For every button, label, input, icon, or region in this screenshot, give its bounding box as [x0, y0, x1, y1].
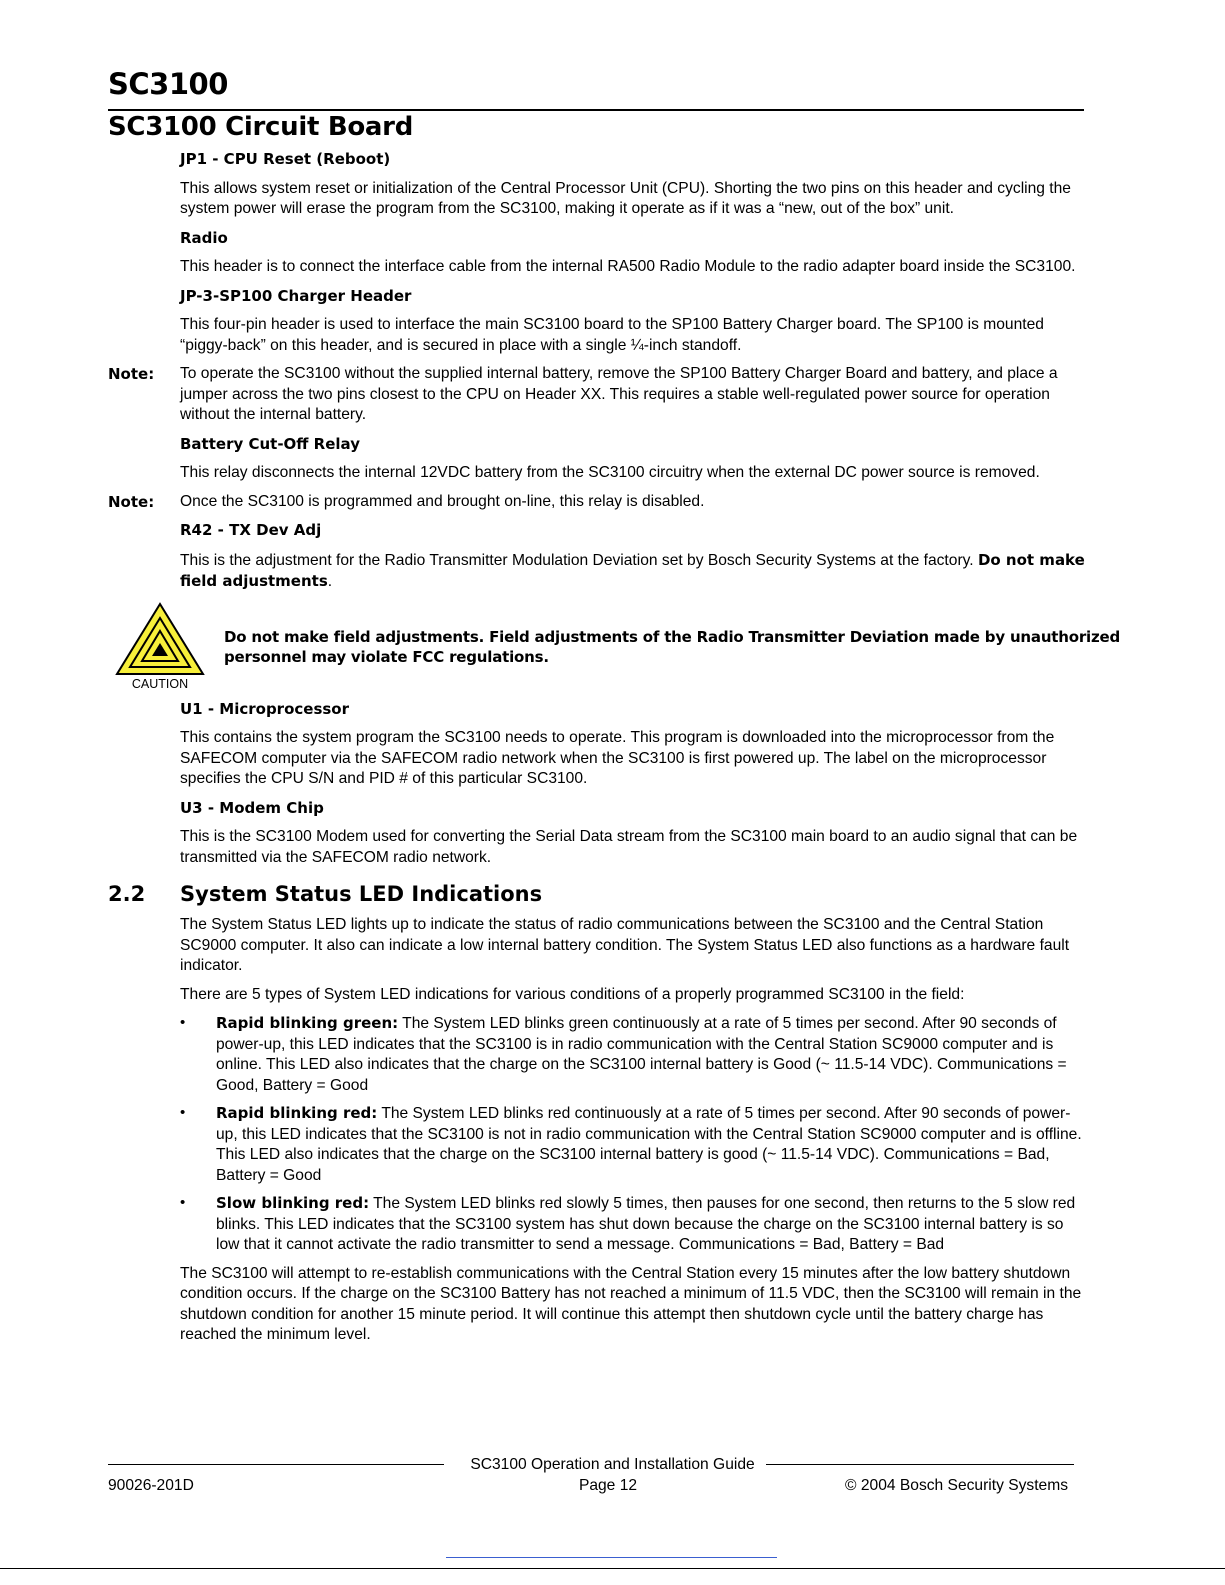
footer-doc-number: 90026-201D — [108, 1477, 194, 1494]
note-text: To operate the SC3100 without the supplied internal battery, remove the SP100 Battery Charger Board and battery, and place a jumper across the two pins closest to the CPU on Header XX. This requires a stable well-regulated power source for operation without the internal battery. — [180, 365, 1058, 423]
caution-block — [108, 601, 1148, 691]
document-body — [108, 149, 1121, 1354]
page-bottom-rule — [0, 1568, 1225, 1569]
caution-label: CAUTION — [131, 676, 189, 691]
radio-heading: Radio — [180, 228, 228, 247]
list-item — [180, 1103, 1088, 1186]
list-item — [180, 1193, 1088, 1256]
footer-copyright: © 2004 Bosch Security Systems — [845, 1477, 1068, 1494]
relay-heading: Battery Cut-Off Relay — [180, 434, 360, 453]
led-intro-para: The System Status LED lights up to indicate the status of radio communications between the SC3100 and the Central Station SC9000 computer. It also can indicate a low internal battery condition. The System Status LED also functions as a hardware fault indicator. — [180, 916, 1070, 975]
section-title: SC3100 Circuit Board — [108, 112, 414, 142]
bullet-text: The System LED blinks green continuously at a rate of 5 times per second. After 90 seconds of power-up, this LED indicates that the SC3100 is in radio communication with the Central Station SC9000 computer and is online. This LED also indicates that the charge on the SC3100 internal battery is Good (~ 11.5-14 VDC). Communications = Good, Battery = Good — [216, 1015, 1067, 1094]
note-label: Note: — [108, 365, 155, 383]
bottom-link-underline — [446, 1557, 777, 1558]
bullet-text: The System LED blinks red continuously at a rate of 5 times per second. After 90 seconds of power-up, this LED indicates that the SC3100 is not in radio communication with the Central Station SC9000 computer and is offline. This LED also indicates that the charge on the SC3100 internal battery is good (~ 11.5-14 VDC). Communications = Bad, Battery = Good — [216, 1105, 1082, 1184]
r42-heading: R42 - TX Dev Adj — [180, 521, 322, 539]
caution-text: Do not make field adjustments. Field adjustments of the Radio Transmitter Deviation made by unauthorized personnel may violate FCC regulations. — [224, 627, 1121, 666]
jp1-text: This allows system reset or initialization of the Central Processor Unit (CPU). Shorting the two pins on this header and cycling the system power will erase the program from the SC3100, making it operate as if it was a “new, out of the box” unit. — [180, 179, 1071, 217]
bullet-text: The System LED blinks red slowly 5 times, then pauses for one second, then returns to the 5 slow red blinks. This LED indicates that the SC3100 system has shut down because the charge on the SC3100 internal battery is so low that it cannot activate the radio transmitter to send a message. Communications = Bad, Battery = Bad — [216, 1195, 1076, 1254]
u1-text: This contains the system program the SC3100 needs to operate. This program is downloaded into the microprocessor from the SAFECOM computer via the SAFECOM radio network when the SC3100 is first powered up. The label on the microprocessor specifies the CPU S/N and PID # of this particular SC3100. — [180, 729, 1055, 787]
led-indication-list — [180, 1013, 1088, 1256]
running-header-product: SC3100 — [108, 67, 228, 101]
r42-warning-bold: Do not make field adjustments — [180, 550, 1085, 590]
note-text: Once the SC3100 is programmed and brought on-line, this relay is disabled. — [180, 492, 705, 510]
reestablish-para: The SC3100 will attempt to re-establish communications with the Central Station every 15 minutes after the low battery shutdown condition occurs. If the charge on the SC3100 Battery has not reached a minimum of 11.5 VDC, then the SC3100 will remain in the shutdown condition for another 15 minute period. It will continue this attempt then shutdown cycle until the battery charge has reached the minimum level. — [180, 1264, 1082, 1344]
footer-guide-title: SC3100 Operation and Installation Guide — [470, 1456, 755, 1473]
bullet-icon: • — [180, 1194, 186, 1212]
jp1-heading: JP1 - CPU Reset (Reboot) — [180, 150, 391, 168]
caution-icon — [108, 601, 224, 691]
u3-heading: U3 - Modem Chip — [180, 798, 324, 817]
list-item — [180, 1013, 1088, 1096]
led-types-para: There are 5 types of System LED indications for various conditions of a properly programmed SC3100 in the field: — [180, 985, 965, 1003]
section-2-2-heading — [108, 882, 1098, 907]
bullet-label: Rapid blinking green: — [216, 1014, 399, 1033]
note-battery — [108, 364, 1088, 426]
bullet-label: Rapid blinking red: — [216, 1104, 378, 1123]
jp3-heading: JP-3-SP100 Charger Header — [180, 286, 412, 305]
relay-text: This relay disconnects the internal 12VDC battery from the SC3100 circuitry when the external DC power source is removed. — [180, 464, 1040, 481]
header-rule — [108, 109, 1084, 111]
section-number: 2.2 — [108, 882, 146, 906]
radio-text: This header is to connect the interface cable from the internal RA500 Radio Module to the radio adapter board inside the SC3100. — [180, 258, 1076, 275]
bullet-icon: • — [180, 1104, 186, 1122]
note-label: Note: — [108, 492, 155, 511]
bullet-icon: • — [180, 1014, 186, 1032]
u1-heading: U1 - Microprocessor — [180, 699, 350, 718]
note-relay — [108, 492, 1088, 513]
bullet-label: Slow blinking red: — [216, 1194, 370, 1213]
section-heading-text: System Status LED Indications — [180, 882, 543, 906]
u3-text: This is the SC3100 Modem used for converting the Serial Data stream from the SC3100 main board to an audio signal that can be transmitted via the SAFECOM radio network. — [180, 828, 1078, 866]
r42-text: This is the adjustment for the Radio Transmitter Modulation Deviation set by Bosch Security Systems at the factory. Do not make field adjustments. — [180, 550, 1085, 590]
jp3-text: This four-pin header is used to interface the main SC3100 board to the SP100 Battery Charger board. The SP100 is mounted “piggy-back” on this header, and is secured in place with a single ¼-inch standoff. — [180, 316, 1044, 354]
footer-page-number: Page 12 — [578, 1477, 638, 1494]
